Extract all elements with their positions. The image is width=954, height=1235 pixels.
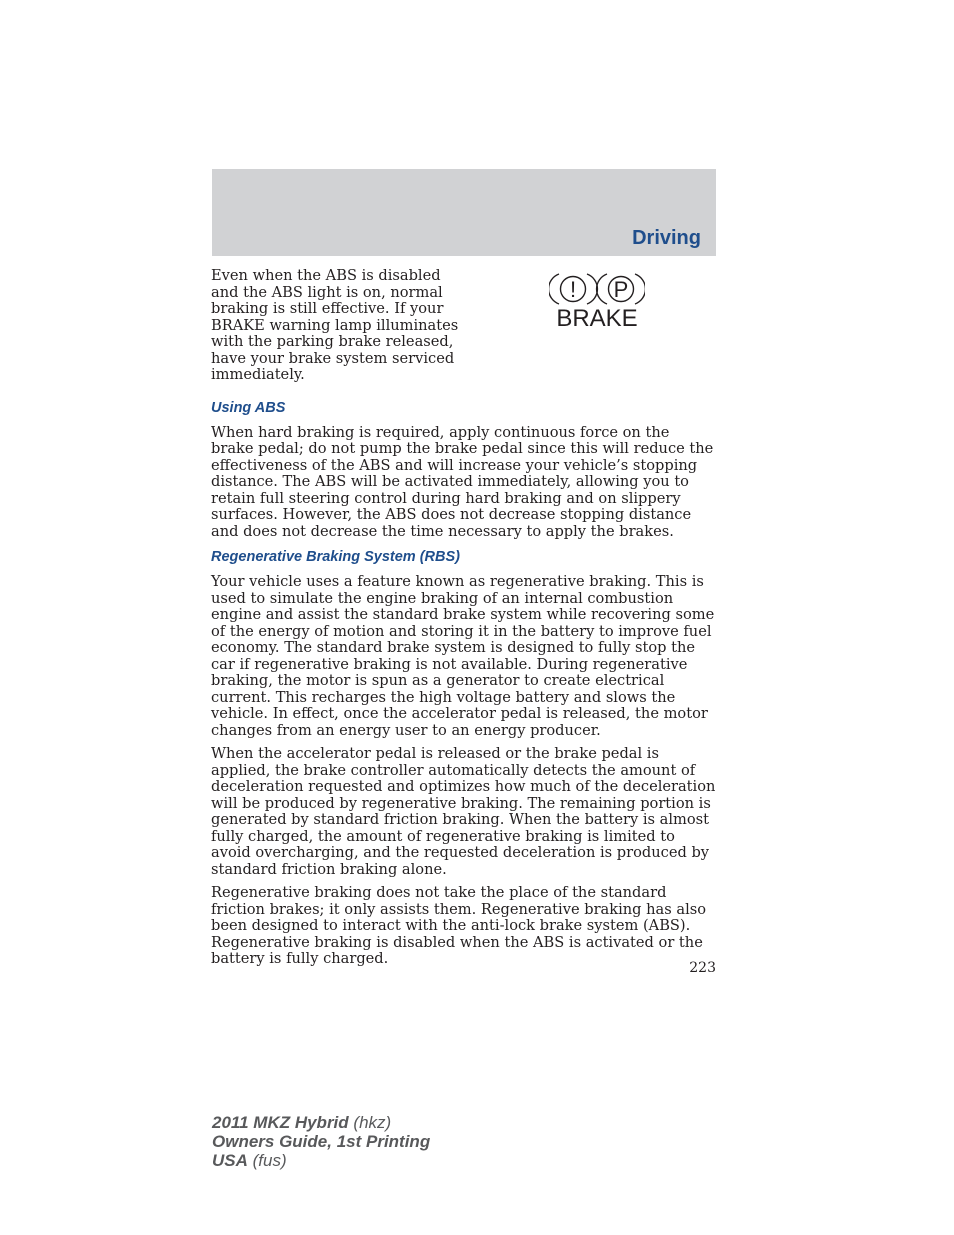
footer-model: 2011 MKZ Hybrid — [212, 1113, 349, 1132]
intro-paragraph: Even when the ABS is disabled and the ABS light is on, normal braking is still effective. If your BRAKE warning lamp illuminates with the parking brake released, have your brake system serviced immediately. — [211, 267, 459, 383]
intro-text-block — [211, 268, 461, 391]
using-abs-paragraph: When hard braking is required, apply continuous force on the brake pedal; do not pump the brake pedal since this will reduce the effectiveness of the ABS and will increase your vehicle’s stopping distance. The ABS will be activated immediately, allowing you to retain full steering control during hard braking and on slippery surfaces. However, the ABS does not decrease stopping distance and does not decrease the time necessary to apply the brakes. — [211, 423, 714, 540]
parking-p-glyph: P — [613, 277, 629, 302]
page-content — [211, 268, 716, 975]
exclamation-glyph: ! — [569, 277, 577, 302]
page-number: 223 — [689, 960, 716, 976]
section-heading-using-abs: Using ABS — [211, 399, 286, 416]
footer-market: USA — [212, 1151, 248, 1170]
rbs-paragraph-3: Regenerative braking does not take the place of the standard friction brakes; it only assists them. Regenerative braking has also been designed to interact with the anti-lock brake system (ABS). Regenerative braking is disabled when the ABS is activated or the battery is fully charged. — [211, 884, 707, 967]
parking-p-circle-icon — [597, 274, 645, 304]
exclamation-circle-icon — [549, 274, 597, 304]
footer-model-code: (hkz) — [353, 1113, 392, 1132]
section-heading-rbs: Regenerative Braking System (RBS) — [211, 549, 460, 565]
document-footer — [212, 1113, 430, 1170]
rbs-paragraph-1: Your vehicle uses a feature known as regenerative braking. This is used to simulate the engine braking of an internal combustion engine and assist the standard brake system while recovering some of the energy of motion and storing it in the battery to improve fuel economy. The standard brake system is designed to fully stop the car if regenerative braking is not available. During regenerative braking, the motor is spun as a generator to create electrical current. This recharges the high voltage battery and slows the vehicle. In effect, once the accelerator pedal is released, the motor changes from an energy user to an energy producer. — [211, 573, 715, 739]
footer-market-code: (fus) — [252, 1151, 287, 1170]
brake-warning-icon — [549, 270, 645, 308]
brake-label: BRAKE — [556, 305, 638, 332]
rbs-paragraph-2: When the accelerator pedal is released or the brake pedal is applied, the brake controller automatically detects the amount of deceleration requested and optimizes how much of the deceleration will be produced by regenerative braking. The remaining portion is generated by standard friction braking. When the battery is almost fully charged, the amount of regenerative braking is limited to avoid overcharging, and the requested deceleration is produced by standard friction braking alone. — [211, 745, 716, 878]
footer-guide: Owners Guide, 1st Printing — [212, 1132, 431, 1151]
footer-line-guide — [212, 1132, 430, 1151]
brake-warning-symbol — [549, 270, 645, 336]
intro-row — [211, 268, 716, 391]
section-header-band — [212, 169, 716, 256]
footer-line-market — [212, 1151, 430, 1170]
footer-line-model — [212, 1113, 430, 1132]
section-title: Driving — [632, 227, 701, 249]
